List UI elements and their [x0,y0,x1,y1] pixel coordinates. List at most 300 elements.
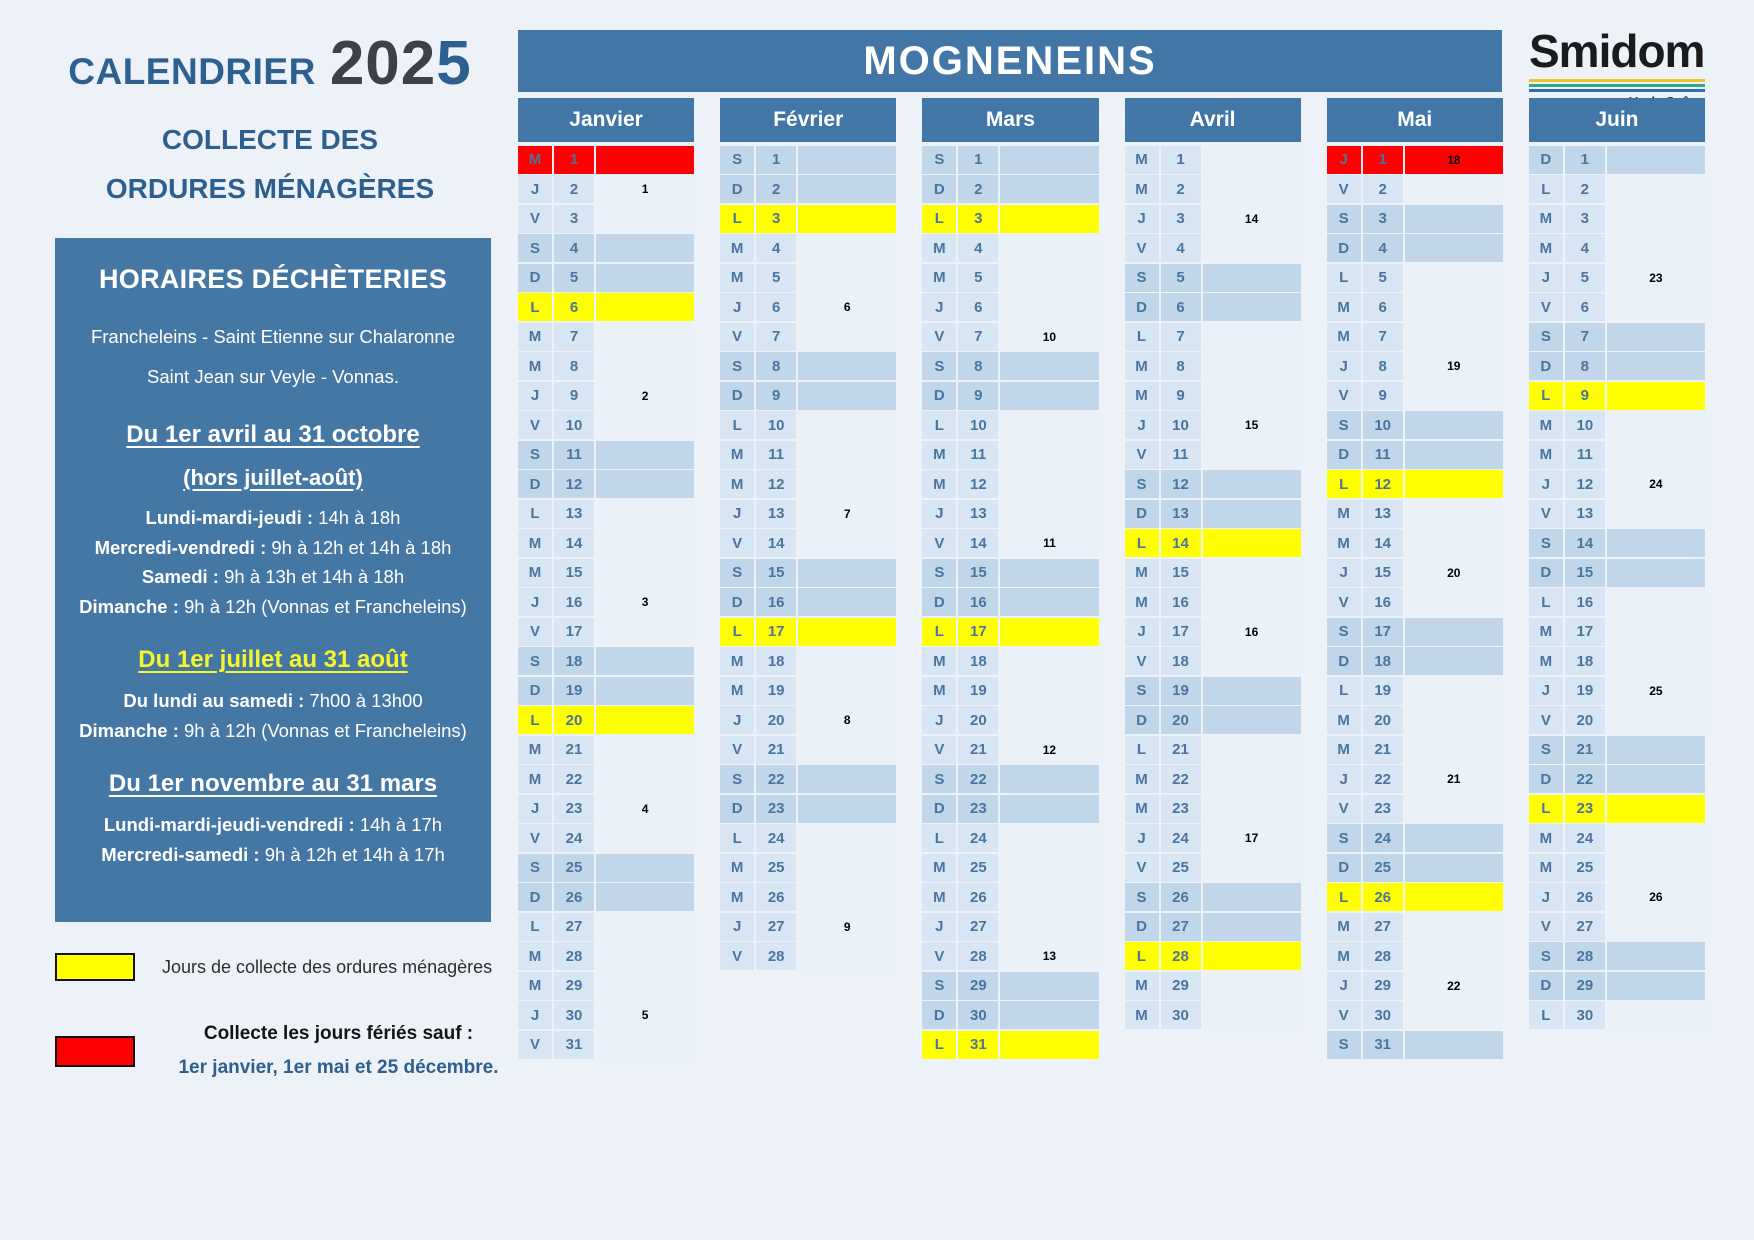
day-letter-cell: L [1529,175,1563,203]
day-number-cell: 15 [1363,559,1403,587]
day-letter-cell: M [922,677,956,705]
day-row [1327,972,1503,1000]
day-letter-cell: J [1125,411,1159,439]
day-number-cell: 30 [958,1001,998,1029]
day-letter-cell: D [720,382,754,410]
day-letter-cell: V [922,942,956,970]
week-cell [1000,323,1098,351]
day-number-cell: 21 [1363,736,1403,764]
day-letter-cell: M [1529,411,1563,439]
day-letter-cell: M [1125,382,1159,410]
commune-banner: MOGNENEINS [518,30,1502,92]
day-letter-cell: V [1327,382,1361,410]
week-number: 25 [1649,683,1663,698]
panel-section-heading: Du 1er juillet au 31 août [138,646,408,674]
day-number-cell: 16 [958,588,998,616]
day-number-cell: 28 [1565,942,1605,970]
day-row [1125,441,1301,469]
day-number-cell: 17 [958,618,998,646]
day-number-cell: 14 [554,529,594,557]
day-number-cell: 8 [756,352,796,380]
week-cell [1000,175,1098,203]
logo-stripe [1529,79,1705,82]
week-cell [1405,942,1503,970]
day-number-cell: 5 [1363,264,1403,292]
week-cell [1607,559,1705,587]
day-letter-cell: M [518,736,552,764]
day-number-cell: 1 [756,146,796,174]
day-row [1125,264,1301,292]
day-letter-cell: J [1125,618,1159,646]
day-row [1327,588,1503,616]
day-letter-cell: M [518,942,552,970]
day-letter-cell: V [1125,441,1159,469]
week-cell [1607,529,1705,557]
day-number-cell: 12 [756,470,796,498]
day-number-cell: 14 [1363,529,1403,557]
day-number-cell: 20 [756,706,796,734]
week-cell [596,470,694,498]
week-number: 19 [1447,359,1461,373]
day-letter-cell: M [518,323,552,351]
week-cell [1405,146,1503,174]
panel-section-heading: Du 1er novembre au 31 mars [108,770,438,798]
day-letter-cell: M [518,972,552,1000]
day-row [1125,942,1301,970]
week-cell [596,618,694,646]
horaires-panel [55,238,491,922]
day-row [1529,765,1705,793]
panel-hours-line: Lundi-mardi-jeudi-vendredi : 14h à 17h [103,814,443,836]
day-row [922,529,1098,557]
day-letter-cell: S [518,854,552,882]
week-cell [1203,175,1301,203]
day-letter-cell: S [1529,529,1563,557]
week-cell [1000,706,1098,734]
day-number-cell: 28 [1161,942,1201,970]
day-letter-cell: M [1529,205,1563,233]
week-cell [1405,264,1503,292]
day-number-cell: 27 [756,913,796,941]
week-cell [596,264,694,292]
week-cell [1000,736,1098,764]
day-row [518,765,694,793]
week-cell [596,972,694,1000]
week-cell [1000,264,1098,292]
day-number-cell: 12 [554,470,594,498]
day-row [922,205,1098,233]
day-row [922,706,1098,734]
day-number-cell: 11 [1565,441,1605,469]
week-cell [1607,352,1705,380]
week-number: 16 [1244,624,1259,639]
day-number-cell: 26 [1161,883,1201,911]
title-year: 2025 [329,29,472,98]
day-row [922,175,1098,203]
day-letter-cell: S [1327,618,1361,646]
day-letter-cell: M [1529,234,1563,262]
hours-label: Dimanche : [79,720,179,742]
day-number-cell: 14 [958,529,998,557]
day-number-cell: 9 [554,382,594,410]
week-cell [596,647,694,675]
day-row [720,913,896,941]
week-number: 2 [641,388,649,403]
week-cell [798,706,896,734]
day-row [1529,972,1705,1000]
day-row [1529,883,1705,911]
week-cell [596,382,694,410]
day-number-cell: 13 [1363,500,1403,528]
week-cell [1000,352,1098,380]
day-row [1327,382,1503,410]
day-number-cell: 8 [1565,352,1605,380]
day-number-cell: 18 [1363,647,1403,675]
day-row [720,559,896,587]
day-letter-cell: D [518,470,552,498]
day-number-cell: 9 [1565,382,1605,410]
day-number-cell: 27 [1565,913,1605,941]
day-letter-cell: M [1529,618,1563,646]
day-row [1529,588,1705,616]
day-number-cell: 9 [756,382,796,410]
day-number-cell: 21 [554,736,594,764]
week-cell [1405,795,1503,823]
day-number-cell: 19 [1363,677,1403,705]
day-row [1327,264,1503,292]
day-row [922,1031,1098,1059]
day-number-cell: 22 [1565,765,1605,793]
day-letter-cell: M [720,264,754,292]
day-number-cell: 6 [1161,293,1201,321]
week-cell [798,913,896,941]
week-cell [1203,205,1301,233]
day-row [720,736,896,764]
day-letter-cell: J [1125,824,1159,852]
day-number-cell: 6 [1363,293,1403,321]
day-number-cell: 25 [958,854,998,882]
day-letter-cell: S [1327,411,1361,439]
week-cell [798,441,896,469]
day-row [1327,234,1503,262]
week-number: 1 [641,182,649,196]
day-letter-cell: M [720,441,754,469]
week-cell [1203,706,1301,734]
logo-stripes [1529,79,1705,92]
day-letter-cell: S [922,972,956,1000]
left-column [40,28,500,1078]
day-letter-cell: M [1327,529,1361,557]
day-number-cell: 10 [958,411,998,439]
day-letter-cell: D [720,588,754,616]
week-cell [1203,618,1301,646]
week-cell [1203,146,1301,174]
day-row [1125,323,1301,351]
week-cell [1607,795,1705,823]
day-number-cell: 3 [756,205,796,233]
day-number-cell: 18 [554,647,594,675]
day-row [518,559,694,587]
week-number: 21 [1447,772,1461,786]
day-row [720,883,896,911]
day-number-cell: 24 [958,824,998,852]
day-number-cell: 7 [554,323,594,351]
day-letter-cell: M [518,146,552,174]
day-number-cell: 1 [1161,146,1201,174]
week-cell [798,618,896,646]
day-letter-cell: M [518,765,552,793]
week-cell [1203,913,1301,941]
day-row [518,234,694,262]
day-letter-cell: J [1327,352,1361,380]
week-cell [1405,1001,1503,1029]
day-row [720,942,896,970]
day-letter-cell: L [922,618,956,646]
day-row [518,647,694,675]
day-row [518,618,694,646]
week-cell [596,795,694,823]
day-letter-cell: D [922,175,956,203]
week-cell [1607,234,1705,262]
day-number-cell: 14 [756,529,796,557]
day-letter-cell: M [1327,323,1361,351]
day-row [922,883,1098,911]
day-number-cell: 22 [756,765,796,793]
week-cell [596,854,694,882]
week-cell [1607,972,1705,1000]
day-letter-cell: D [518,883,552,911]
day-row [1125,588,1301,616]
day-row [518,205,694,233]
day-number-cell: 4 [756,234,796,262]
day-number-cell: 27 [1363,913,1403,941]
week-number: 12 [1042,742,1057,757]
day-letter-cell: J [518,588,552,616]
day-letter-cell: S [1125,470,1159,498]
day-row [1327,559,1503,587]
day-letter-cell: J [1529,883,1563,911]
week-cell [1000,765,1098,793]
day-row [1529,942,1705,970]
week-cell [798,854,896,882]
day-number-cell: 29 [958,972,998,1000]
day-row [1125,234,1301,262]
day-row [1125,559,1301,587]
week-cell [1405,411,1503,439]
day-letter-cell: S [922,146,956,174]
day-number-cell: 10 [1363,411,1403,439]
day-number-cell: 21 [958,736,998,764]
title-calendrier: CALENDRIER [68,51,316,92]
week-cell [1000,411,1098,439]
day-row [1529,618,1705,646]
day-letter-cell: L [518,500,552,528]
week-cell [1203,765,1301,793]
week-cell [1607,677,1705,705]
day-letter-cell: J [518,795,552,823]
day-number-cell: 11 [958,441,998,469]
day-row [518,1001,694,1029]
panel-section-lines [63,503,483,623]
day-number-cell: 18 [756,647,796,675]
day-number-cell: 26 [756,883,796,911]
day-number-cell: 15 [1565,559,1605,587]
day-letter-cell: L [922,1031,956,1059]
day-letter-cell: L [720,824,754,852]
day-number-cell: 16 [554,588,594,616]
calendar-area [518,25,1705,1090]
week-cell [1203,234,1301,262]
day-letter-cell: M [1327,500,1361,528]
day-number-cell: 26 [1565,883,1605,911]
week-number: 20 [1447,565,1461,580]
day-row [922,677,1098,705]
day-row [922,647,1098,675]
day-number-cell: 30 [554,1001,594,1029]
panel-location-2: Saint Jean sur Veyle - Vonnas. [147,365,399,387]
day-row [1327,146,1503,174]
day-row [518,706,694,734]
day-number-cell: 16 [756,588,796,616]
week-cell [596,913,694,941]
week-cell [1607,264,1705,292]
week-cell [798,647,896,675]
week-cell [1203,529,1301,557]
day-letter-cell: J [720,913,754,941]
week-cell [596,1001,694,1029]
day-row [1125,883,1301,911]
day-row [518,588,694,616]
day-row [1125,382,1301,410]
day-letter-cell: D [1529,765,1563,793]
day-row [922,264,1098,292]
day-number-cell: 11 [1161,441,1201,469]
day-row [1327,1031,1503,1059]
panel-hours-line: Dimanche : 9h à 12h (Vonnas et Francheleins) [79,720,467,742]
week-cell [1405,588,1503,616]
day-number-cell: 15 [958,559,998,587]
week-cell [1203,293,1301,321]
day-number-cell: 25 [756,854,796,882]
day-number-cell: 12 [1565,470,1605,498]
week-cell [1000,618,1098,646]
day-letter-cell: J [720,293,754,321]
day-number-cell: 29 [554,972,594,1000]
week-cell [1405,972,1503,1000]
legend-holiday-row [55,1023,515,1079]
day-row [1327,352,1503,380]
week-cell [1203,559,1301,587]
week-cell [1405,765,1503,793]
week-cell [1000,293,1098,321]
day-number-cell: 11 [554,441,594,469]
day-row [1529,854,1705,882]
week-number: 9 [843,919,851,934]
day-row [518,736,694,764]
day-row [518,470,694,498]
week-cell [596,352,694,380]
day-number-cell: 14 [1565,529,1605,557]
week-cell [798,323,896,351]
day-number-cell: 23 [1161,795,1201,823]
day-number-cell: 29 [1363,972,1403,1000]
day-letter-cell: J [1125,205,1159,233]
day-letter-cell: V [518,411,552,439]
day-row [518,441,694,469]
day-number-cell: 19 [1565,677,1605,705]
panel-hours-line: Samedi : 9h à 13h et 14h à 18h [141,566,405,588]
day-letter-cell: L [1529,795,1563,823]
week-cell [1405,175,1503,203]
day-row [1529,647,1705,675]
week-cell [1203,677,1301,705]
day-row [1529,795,1705,823]
day-row [1327,942,1503,970]
day-row [1327,913,1503,941]
day-number-cell: 31 [1363,1031,1403,1059]
day-letter-cell: M [1529,441,1563,469]
hours-label: Mercredi-samedi : [101,844,260,866]
day-letter-cell: M [922,854,956,882]
day-row [720,441,896,469]
day-row [518,264,694,292]
week-cell [1405,529,1503,557]
day-letter-cell: V [1529,293,1563,321]
day-letter-cell: J [518,175,552,203]
day-letter-cell: S [1327,824,1361,852]
day-number-cell: 24 [1363,824,1403,852]
day-letter-cell: J [720,500,754,528]
week-cell [1000,382,1098,410]
day-number-cell: 4 [1565,234,1605,262]
day-row [1327,647,1503,675]
day-row [922,352,1098,380]
day-letter-cell: M [1327,706,1361,734]
week-cell [1607,146,1705,174]
day-row [720,352,896,380]
day-letter-cell: D [1327,441,1361,469]
day-letter-cell: J [922,706,956,734]
week-cell [1405,352,1503,380]
day-row [922,736,1098,764]
week-cell [1607,441,1705,469]
day-letter-cell: V [518,205,552,233]
week-cell [798,677,896,705]
week-cell [1405,854,1503,882]
week-number: 14 [1244,211,1259,226]
week-number: 4 [641,801,649,816]
week-cell [798,500,896,528]
week-cell [798,529,896,557]
day-number-cell: 19 [1161,677,1201,705]
day-letter-cell: V [922,736,956,764]
day-number-cell: 1 [1565,146,1605,174]
day-letter-cell: L [1125,323,1159,351]
week-cell [1607,175,1705,203]
week-cell [596,559,694,587]
week-cell [596,942,694,970]
day-letter-cell: M [1327,293,1361,321]
day-row [720,293,896,321]
day-row [1529,529,1705,557]
week-cell [1203,972,1301,1000]
day-row [922,824,1098,852]
day-letter-cell: S [720,146,754,174]
hours-label: Lundi-mardi-jeudi-vendredi : [103,814,355,836]
day-letter-cell: D [1125,913,1159,941]
logo-stripe [1529,89,1705,92]
day-letter-cell: L [1327,470,1361,498]
